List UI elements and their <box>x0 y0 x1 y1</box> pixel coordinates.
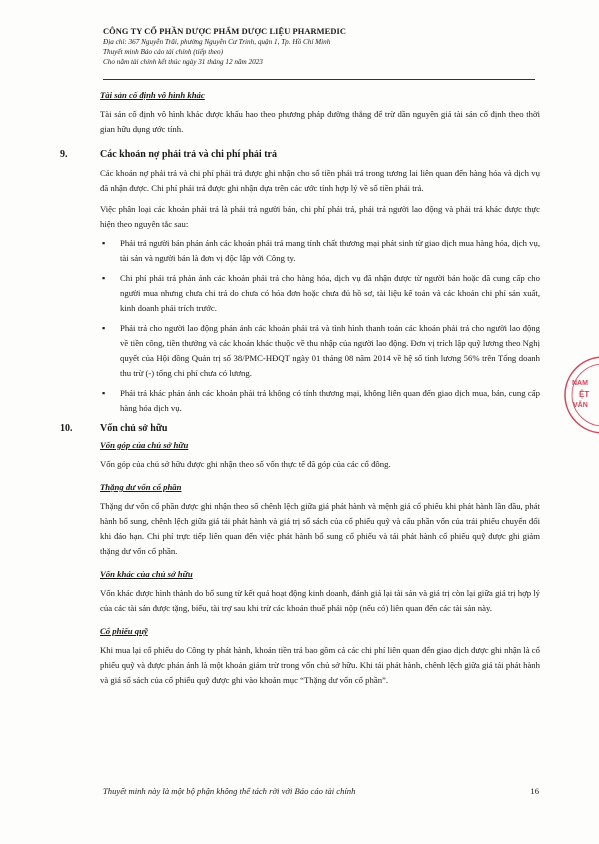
treasury-shares-text: Khi mua lại cổ phiếu do Công ty phát hành, khoản tiền trả bao gồm cả các chi phí liên quan đến giao dịch được ghi nhận là cổ phiếu quỹ và được phản ánh là một khoản giảm trừ trong vốn chủ sở hữu. Khi tái phát hành, chênh lệch giữa giá tái phát hành và giá sổ sách của cổ phiếu quỹ được ghi vào khoản mục “Thặng dư vốn cổ phần”. <box>100 645 540 685</box>
svg-text:VĂN: VĂN <box>573 402 588 409</box>
other-capital-heading: Vốn khác của chủ sở hữu <box>100 569 193 579</box>
footer-note: Thuyết minh này là một bộ phận không thể tách rời với Báo cáo tài chính <box>103 786 356 796</box>
list-item: ▪ Phải trả người bán phản ánh các khoản phải trả mang tính chất thương mại phát sinh từ giao dịch mua hàng hóa, dịch vụ, tài sản và người bán là đơn vị độc lập với Công ty. <box>100 236 540 266</box>
section-9-paragraph-2: Việc phân loại các khoản phải trả là phải trả người bán, chi phí phải trả, phải trả người lao động và phải trả khác được thực hiện theo nguyên tắc sau: <box>100 204 540 229</box>
section-9-heading <box>60 147 540 162</box>
section-title: Vốn chủ sở hữu <box>100 423 168 434</box>
section-number: 9. <box>60 149 68 160</box>
owner-capital-heading: Vốn góp của chủ sở hữu <box>100 440 189 450</box>
owner-capital-text: Vốn góp của chủ sở hữu được ghi nhận theo số vốn thực tế đã góp của các cổ đông. <box>100 459 391 469</box>
treasury-shares-heading: Cổ phiếu quỹ <box>100 626 148 636</box>
list-item: ▪ Phải trả khác phản ánh các khoản phải trả không có tính thương mại, không liên quan đến giao dịch mua, bán, cung cấp hàng hóa dịch vụ. <box>100 386 540 416</box>
payables-bullet-list <box>100 236 540 416</box>
company-seal <box>559 345 599 445</box>
page-header <box>103 27 533 67</box>
company-name: CÔNG TY CỔ PHẦN DƯỢC PHẨM DƯỢC LIỆU PHARMEDIC <box>103 27 347 36</box>
share-premium-text: Thặng dư vốn cổ phần được ghi nhận theo số chênh lệch giữa giá phát hành và mệnh giá cổ phiếu khi phát hành lần đầu, phát hành bổ sung, chênh lệch giữa giá tái phát hành và giá trị sổ sách của cổ phiếu quỹ và cấu phần vốn của trái phiếu chuyển đổi khi đáo hạn. Chi phí trực tiếp liên quan đến việc phát hành bổ sung cổ phiếu và tái phát hành cổ phiếu quỹ được ghi giảm thặng dư vốn cổ phần. <box>100 501 540 556</box>
section-9-paragraph-1: Các khoản nợ phải trả và chi phí phải trả được ghi nhận cho số tiền phải trả trong tương lai liên quan đến hàng hóa và dịch vụ đã nhận được. Chi phí phải trả được ghi nhận dựa trên các ước tính hợp lý về số tiền phải trả. <box>100 168 540 193</box>
section-title: Các khoản nợ phải trả và chi phí phải trả <box>100 149 277 160</box>
share-premium-heading: Thặng dư vốn cổ phần <box>100 482 182 492</box>
page-number: 16 <box>530 786 539 796</box>
intangible-assets-heading: Tài sản cố định vô hình khác <box>100 90 205 100</box>
list-item: ▪ Chi phí phải trả phản ánh các khoản phải trả cho hàng hóa, dịch vụ đã nhận được từ người bán hoặc đã cung cấp cho người mua nhưng chưa chi trả do chưa có hóa đơn hoặc chưa đủ hồ sơ, tài liệu kế toán và các khoản chi phí sản xuất, kinh doanh phải trích trước. <box>100 271 540 316</box>
list-item: ▪ Phải trả cho người lao động phản ánh các khoản phải trả và tình hình thanh toán các khoản phải trả cho người lao động về tiền công, tiền thưởng và các khoản khác thuộc về thu nhập của người lao động. Đơn vị trích lập quỹ lương theo Nghị quyết của Hội đồng Quản trị số 38/PMC-HĐQT ngày 01 tháng 08 năm 2014 về hệ số tính lương 56% trên Tổng doanh thu trừ (-) tổng chi phí chưa có lương. <box>100 321 540 381</box>
report-period: Cho năm tài chính kết thúc ngày 31 tháng 12 năm 2023 <box>103 58 263 66</box>
document-body <box>60 84 540 688</box>
svg-text:ỆT: ỆT <box>579 390 590 399</box>
report-title: Thuyết minh Báo cáo tài chính (tiếp theo) <box>103 48 223 56</box>
svg-text:NAM: NAM <box>572 380 588 387</box>
other-capital-text: Vốn khác được hình thành do bổ sung từ kết quả hoạt động kinh doanh, đánh giá lại tài sản và giá trị còn lại giữa giá trị hợp lý của các tài sản được tặng, biếu, tài trợ sau khi trừ các khoản thuế phải nộp (nếu có) liên quan đến các tài sản này. <box>100 588 540 613</box>
intangible-assets-text: Tài sản cố định vô hình khác được khấu hao theo phương pháp đường thẳng để trừ dần nguyên giá tài sản cố định theo thời gian hữu dụng ước tính. <box>100 109 540 134</box>
page-footer <box>103 786 539 796</box>
section-10-heading <box>60 421 540 436</box>
section-number: 10. <box>60 423 73 434</box>
company-address: Địa chỉ: 367 Nguyễn Trãi, phường Nguyễn Cư Trinh, quận 1, Tp. Hồ Chí Minh <box>103 38 331 46</box>
header-divider <box>103 79 535 80</box>
